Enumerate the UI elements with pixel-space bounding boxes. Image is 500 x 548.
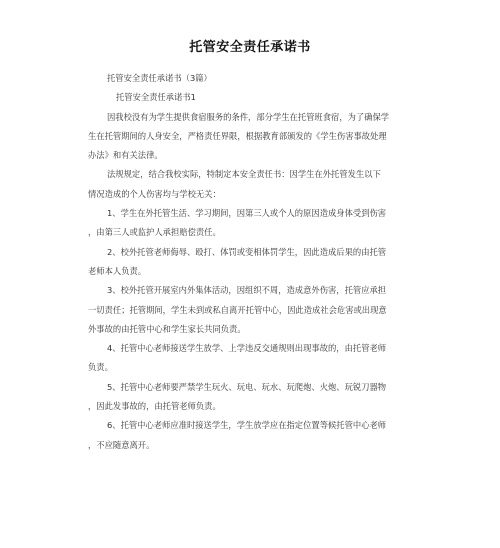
clause-line: 3、校外托管开展室内外集体活动，因组织不周，造成意外伤害，托管应承担 [107, 285, 387, 296]
clause-line: ，不应随意离开。 [88, 439, 155, 450]
clause-line: 5、托管中心老师要严禁学生玩火、玩电、玩水、玩爬炮、火炮、玩锐刀器物 [107, 381, 387, 392]
document-body [88, 69, 414, 455]
paragraph-line: 情况造成的个人伤害均与学校无关： [88, 188, 221, 199]
clause-line: 1、学生在外托管生活、学习期间，因第三人或个人的原因造成身体受到伤害 [107, 208, 387, 219]
section-heading: 托管安全责任承诺书1 [116, 92, 196, 103]
paragraph-line: 因我校没有为学生提供食宿服务的条件，部分学生在托管班食宿，为了确保学 [107, 111, 390, 122]
clause-line: 4、托管中心老师接送学生放学、上学违反交通规则出现事故的，由托管老师 [107, 343, 387, 354]
paragraph-line: 办法》和有关法律。 [88, 150, 163, 161]
clause-line: 一切责任；托管期间，学生未到或私自离开托管中心，因此造成社会危害或出现意 [88, 304, 387, 315]
subtitle-line: 托管安全责任承诺书（3篇） [107, 73, 212, 83]
clause-line: ，由第三人或监护人承担赔偿责任。 [88, 227, 221, 238]
paragraph-line: 生在托管期间的人身安全，严格责任界限，根据教育部颁发的《学生伤害事故处理 [88, 130, 387, 141]
clause-line: ，因此发事故的，由托管老师负责。 [88, 401, 221, 412]
clause-line: 6、托管中心老师应准时接送学生，学生放学应在指定位置等候托管中心老师 [107, 420, 387, 431]
document-title: 托管安全责任承诺书 [189, 40, 311, 55]
clause-line: 2、校外托管老师侮辱、殴打、体罚或变相体罚学生，因此造成后果的由托管 [107, 246, 387, 257]
clause-line: 老师本人负责。 [88, 265, 147, 276]
clause-line: 负责。 [88, 362, 113, 373]
paragraph-line: 法规规定，结合我校实际，特制定本安全责任书：因学生在外托管发生以下 [107, 169, 381, 180]
clause-line: 外事故的由托管中心和学生家长共同负责。 [88, 323, 246, 334]
